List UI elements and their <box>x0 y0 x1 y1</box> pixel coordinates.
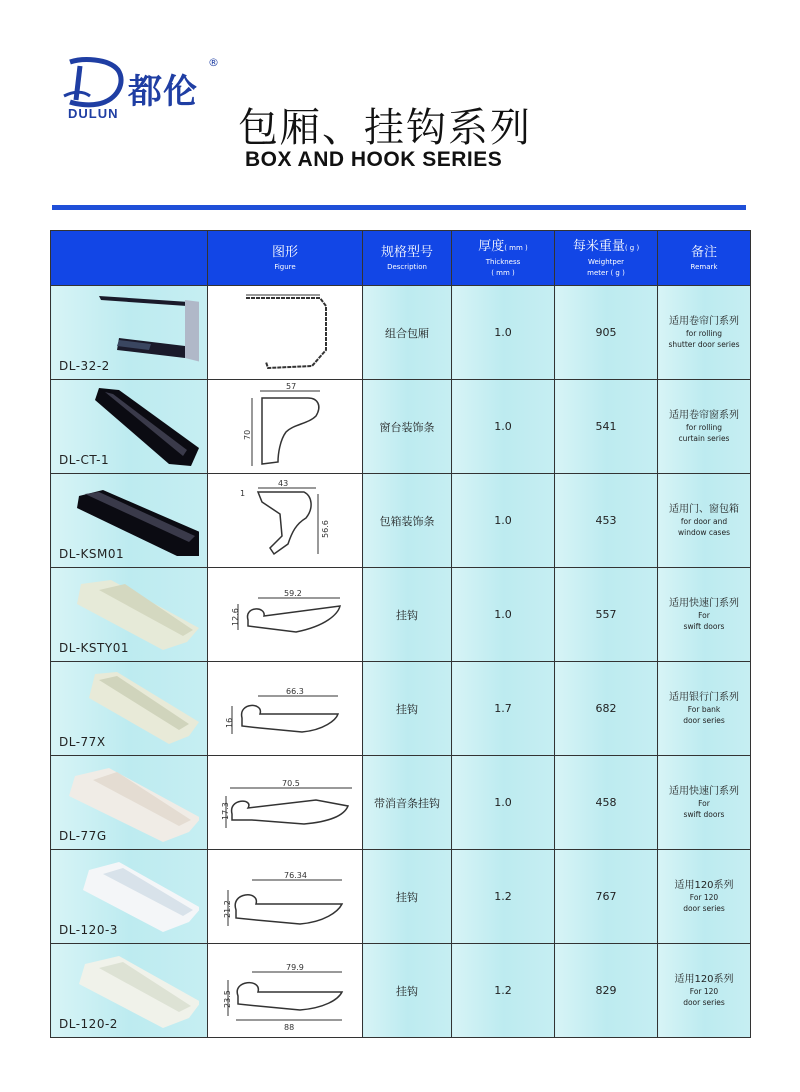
dim-height-label: 16 <box>225 717 234 728</box>
product-photo-cell <box>51 286 208 380</box>
description-cell: 挂钩 <box>363 850 452 944</box>
model-code: DL-77X <box>59 735 106 749</box>
weight-cell: 453 <box>555 474 658 568</box>
header-remark: 备注 Remark <box>658 231 751 286</box>
dim-width-label: 79.9 <box>286 963 304 972</box>
remark-cell: 适用卷帘窗系列 for rolling curtain series <box>658 380 751 474</box>
weight-cell: 767 <box>555 850 658 944</box>
table-row <box>51 850 751 944</box>
dim-width-label: 66.3 <box>286 687 304 696</box>
model-code: DL-120-2 <box>59 1017 118 1031</box>
brand-name-cn: 都伦 <box>128 72 198 112</box>
table-row <box>51 944 751 1038</box>
window-trim-section-drawing <box>208 380 363 473</box>
table-row <box>51 662 751 756</box>
dim-total-width-label: 88 <box>284 1023 295 1032</box>
weight-cell: 905 <box>555 286 658 380</box>
remark-cell: 适用快速门系列 For swift doors <box>658 756 751 850</box>
description-cell: 窗台装饰条 <box>363 380 452 474</box>
thickness-cell: 1.0 <box>452 380 555 474</box>
weight-cell: 541 <box>555 380 658 474</box>
thickness-cell: 1.0 <box>452 286 555 380</box>
brand-name-en: DULUN <box>68 106 119 121</box>
model-code: DL-KSTY01 <box>59 641 129 655</box>
title-divider <box>52 205 746 210</box>
box-section-drawing <box>208 286 363 379</box>
profile-drawing-cell <box>208 474 363 568</box>
product-photo-cell <box>51 850 208 944</box>
product-photo-cell <box>51 662 208 756</box>
box-trim-section-drawing <box>208 474 363 567</box>
description-cell: 挂钩 <box>363 568 452 662</box>
header-description: 规格型号 Description <box>363 231 452 286</box>
weight-cell: 557 <box>555 568 658 662</box>
hook-section-drawing <box>208 944 363 1037</box>
table-header-row <box>51 231 751 286</box>
hook-section-drawing <box>208 756 363 849</box>
dim-height-label: 56.6 <box>321 520 330 538</box>
page-title-cn: 包厢、挂钩系列 <box>238 105 532 151</box>
model-code: DL-CT-1 <box>59 453 110 467</box>
product-photo-cell <box>51 474 208 568</box>
profile-drawing-cell <box>208 568 363 662</box>
page-title-en: BOX AND HOOK SERIES <box>245 148 503 171</box>
remark-cell: 适用120系列 For 120 door series <box>658 944 751 1038</box>
thickness-cell: 1.0 <box>452 756 555 850</box>
profile-drawing-cell <box>208 756 363 850</box>
header-model <box>51 231 208 286</box>
product-photo-cell <box>51 568 208 662</box>
thickness-cell: 1.2 <box>452 944 555 1038</box>
header-weight: 每米重量( g ) Weightper meter ( g ) <box>555 231 658 286</box>
brand-logo <box>62 56 232 126</box>
remark-cell: 适用快速门系列 For swift doors <box>658 568 751 662</box>
hook-section-drawing <box>208 568 363 661</box>
dim-thickness-label: 1 <box>240 489 246 498</box>
dim-width-label: 57 <box>286 382 297 391</box>
dim-height-label: 12.6 <box>231 608 240 626</box>
remark-cell: 适用银行门系列 For bank door series <box>658 662 751 756</box>
description-cell: 挂钩 <box>363 944 452 1038</box>
table-row <box>51 380 751 474</box>
remark-cell: 适用门、窗包箱 for door and window cases <box>658 474 751 568</box>
description-cell: 带消音条挂钩 <box>363 756 452 850</box>
dim-width-label: 70.5 <box>282 779 300 788</box>
hook-section-drawing <box>208 662 363 755</box>
dim-height-label: 70 <box>243 429 252 440</box>
dim-width-label: 76.34 <box>284 871 307 880</box>
table-row <box>51 756 751 850</box>
header-thickness: 厚度( mm ) Thickness ( mm ) <box>452 231 555 286</box>
dulun-d-logo-icon <box>62 56 126 108</box>
profile-drawing-cell <box>208 662 363 756</box>
model-code: DL-120-3 <box>59 923 118 937</box>
description-cell: 包箱装饰条 <box>363 474 452 568</box>
dim-height-label: 17.3 <box>221 802 230 820</box>
weight-cell: 829 <box>555 944 658 1038</box>
profile-drawing-cell <box>208 380 363 474</box>
product-photo-cell <box>51 756 208 850</box>
description-cell: 挂钩 <box>363 662 452 756</box>
table-row <box>51 474 751 568</box>
dim-width-label: 43 <box>278 479 289 488</box>
model-code: DL-32-2 <box>59 359 110 373</box>
description-cell: 组合包厢 <box>363 286 452 380</box>
profile-drawing-cell <box>208 944 363 1038</box>
dim-height-label: 21.2 <box>223 900 232 918</box>
thickness-cell: 1.2 <box>452 850 555 944</box>
product-photo-cell <box>51 380 208 474</box>
box-profile-photo-icon <box>59 292 199 362</box>
remark-cell: 适用卷帘门系列 for rolling shutter door series <box>658 286 751 380</box>
hook-section-drawing <box>208 850 363 943</box>
registered-mark: ® <box>208 56 219 69</box>
thickness-cell: 1.7 <box>452 662 555 756</box>
profile-drawing-cell <box>208 850 363 944</box>
weight-cell: 682 <box>555 662 658 756</box>
model-code: DL-77G <box>59 829 107 843</box>
header-figure: 图形 Figure <box>208 231 363 286</box>
model-code: DL-KSM01 <box>59 547 125 561</box>
table-row <box>51 286 751 380</box>
product-photo-cell <box>51 944 208 1038</box>
thickness-cell: 1.0 <box>452 474 555 568</box>
product-spec-table <box>50 230 751 1038</box>
dim-height-label: 23.5 <box>223 990 232 1008</box>
thickness-cell: 1.0 <box>452 568 555 662</box>
remark-cell: 适用120系列 For 120 door series <box>658 850 751 944</box>
weight-cell: 458 <box>555 756 658 850</box>
table-row <box>51 568 751 662</box>
dim-width-label: 59.2 <box>284 589 302 598</box>
profile-drawing-cell <box>208 286 363 380</box>
